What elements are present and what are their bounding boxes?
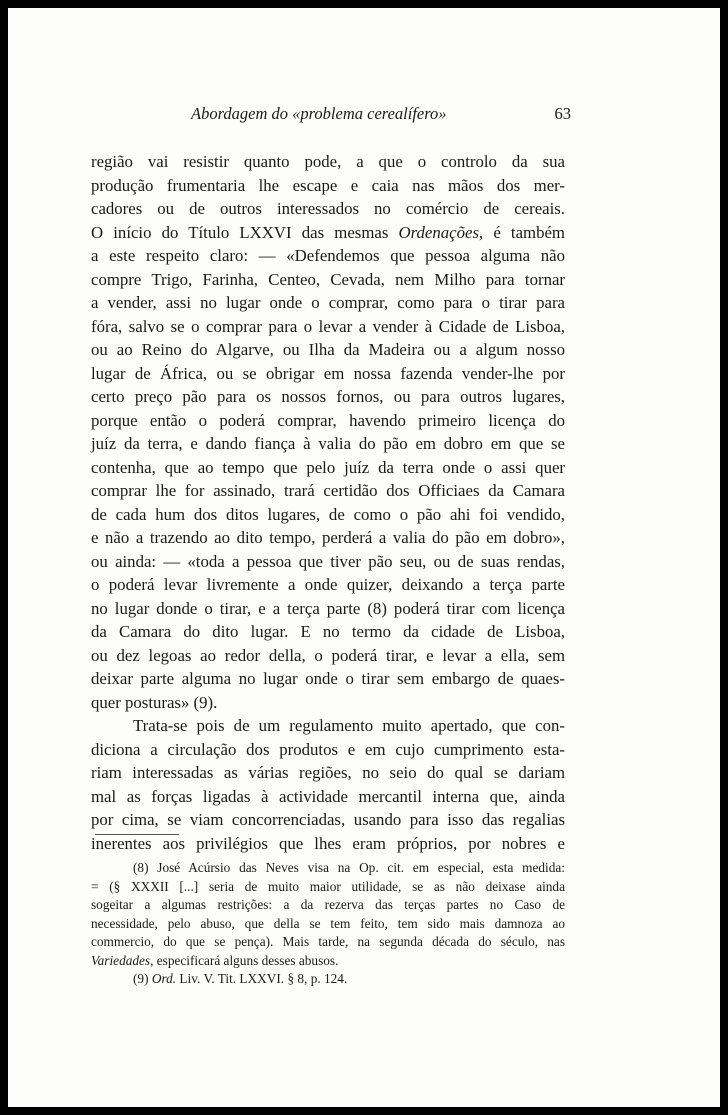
text-line: no lugar donde o tirar, e a terça parte (8) poderá tirar com licença (91, 598, 565, 618)
text-line: deixar parte alguma no lugar onde o tirar sem embargo de quaes- (91, 669, 565, 688)
text-line: e não a trazendo ao dito tempo, perderá a valia do pão em dobro», (91, 528, 565, 547)
italic-abbrev: Ord. (151, 971, 177, 986)
text-segment: Liv. V. Tit. LXXVI. § 8, p. 124. (176, 971, 348, 986)
text-line: contenha, que ao tempo que pelo juíz da terra onde o assi quer (91, 457, 565, 477)
text-line: de cada hum dos ditos lugares, de como o pão ahi foi vendido, (91, 504, 565, 524)
footnote-line (91, 952, 565, 971)
page-number: 63 (554, 104, 571, 123)
footnote-8 (91, 859, 565, 970)
text-line: diciona a circulação dos produtos e em cujo cumprimento esta- (91, 739, 565, 759)
text-line: mal as forças ligadas à actividade mercantil interna que, ainda (91, 786, 565, 806)
book-page (8, 8, 720, 1107)
footnote-line: sogeitar a algumas restrições: a da rezerva das terças partes no Caso de (91, 897, 565, 912)
text-segment: (9) (133, 971, 152, 986)
body-text (91, 150, 565, 855)
text-line: cadores ou de outros interessados no comércio de cereais. (91, 199, 565, 218)
running-header (191, 104, 571, 124)
footnote-separator (95, 834, 179, 835)
text-line (91, 221, 565, 245)
text-line: juíz da terra, e dando fiança à valia do pão em dobro em que se (91, 434, 565, 453)
text-line: o poderá levar livremente a onde quizer, deixando a terça parte (91, 575, 565, 594)
text-segment: O início do Título LXXVI das mesmas (91, 222, 399, 242)
text-line: certo preço pão para os nossos fornos, ou para outros lugares, (91, 387, 565, 406)
text-line: da Camara do dito lugar. E no termo da cidade de Lisboa, (91, 622, 565, 641)
text-line: comprar lhe for assinado, trará certidão dos Officiaes da Camara (91, 481, 565, 500)
text-line: ou ao Reino do Algarve, ou Ilha da Madeira ou a algum nosso (91, 340, 565, 359)
footnotes (91, 859, 565, 989)
text-line: ou ainda: — «toda a pessoa que tiver pão seu, ou de suas rendas, (91, 551, 565, 571)
footnote-line: (8) José Acúrsio das Neves visa na Op. cit. em especial, esta medida: (133, 860, 565, 875)
text-line: fóra, salvo se o comprar para o levar a vender à Cidade de Lisboa, (91, 316, 565, 336)
footnote-line: commercio, do que se pença). Mais tarde, na segunda década do século, nas (91, 934, 565, 949)
italic-title: Variedades (91, 952, 151, 968)
text-line: Trata-se pois de um regulamento muito apertado, que con- (133, 716, 565, 735)
text-line: região vai resistir quanto pode, a que o controlo da sua (91, 152, 565, 171)
text-line: quer posturas» (9). (91, 692, 218, 712)
text-line: compre Trigo, Farinha, Centeo, Cevada, nem Milho para tornar (91, 269, 565, 289)
text-line: lugar de África, ou se obrigar em nossa fazenda vender-lhe por (91, 363, 565, 383)
text-segment: , é também (478, 222, 565, 242)
text-line: a este respeito claro: — «Defendemos que pessoa alguma não (91, 246, 565, 265)
footnote-9 (91, 970, 565, 989)
paragraph-1 (91, 150, 565, 714)
text-line: a vender, assi no lugar onde o comprar, como para o tirar para (91, 293, 565, 312)
text-segment: , especificará alguns desses abusos. (150, 952, 339, 968)
text-line: inerentes aos privilégios que lhes eram próprios, por nobres e (91, 833, 565, 853)
italic-title: Ordenações (398, 222, 479, 242)
text-line: ou dez legoas ao redor della, o poderá tirar, e levar a ella, sem (91, 645, 565, 665)
footnote-line (91, 970, 565, 989)
footnote-line: necessidade, pelo abuso, que della se tem feito, tem sido mais damnoza ao (91, 915, 565, 931)
text-line: por cima, se viam concorrenciadas, usando para isso das regalias (91, 810, 565, 829)
running-title: Abordagem do «problema cerealífero» (191, 104, 447, 123)
text-line: produção frumentaria lhe escape e caia nas mãos dos mer- (91, 175, 565, 195)
footnote-line: = (§ XXXII [...] seria de muito maior utilidade, se as não deixase ainda (91, 878, 565, 894)
text-line: porque então o poderá comprar, havendo primeiro licença do (91, 410, 565, 430)
text-line: riam interessadas as várias regiões, no seio do qual se dariam (91, 763, 565, 782)
